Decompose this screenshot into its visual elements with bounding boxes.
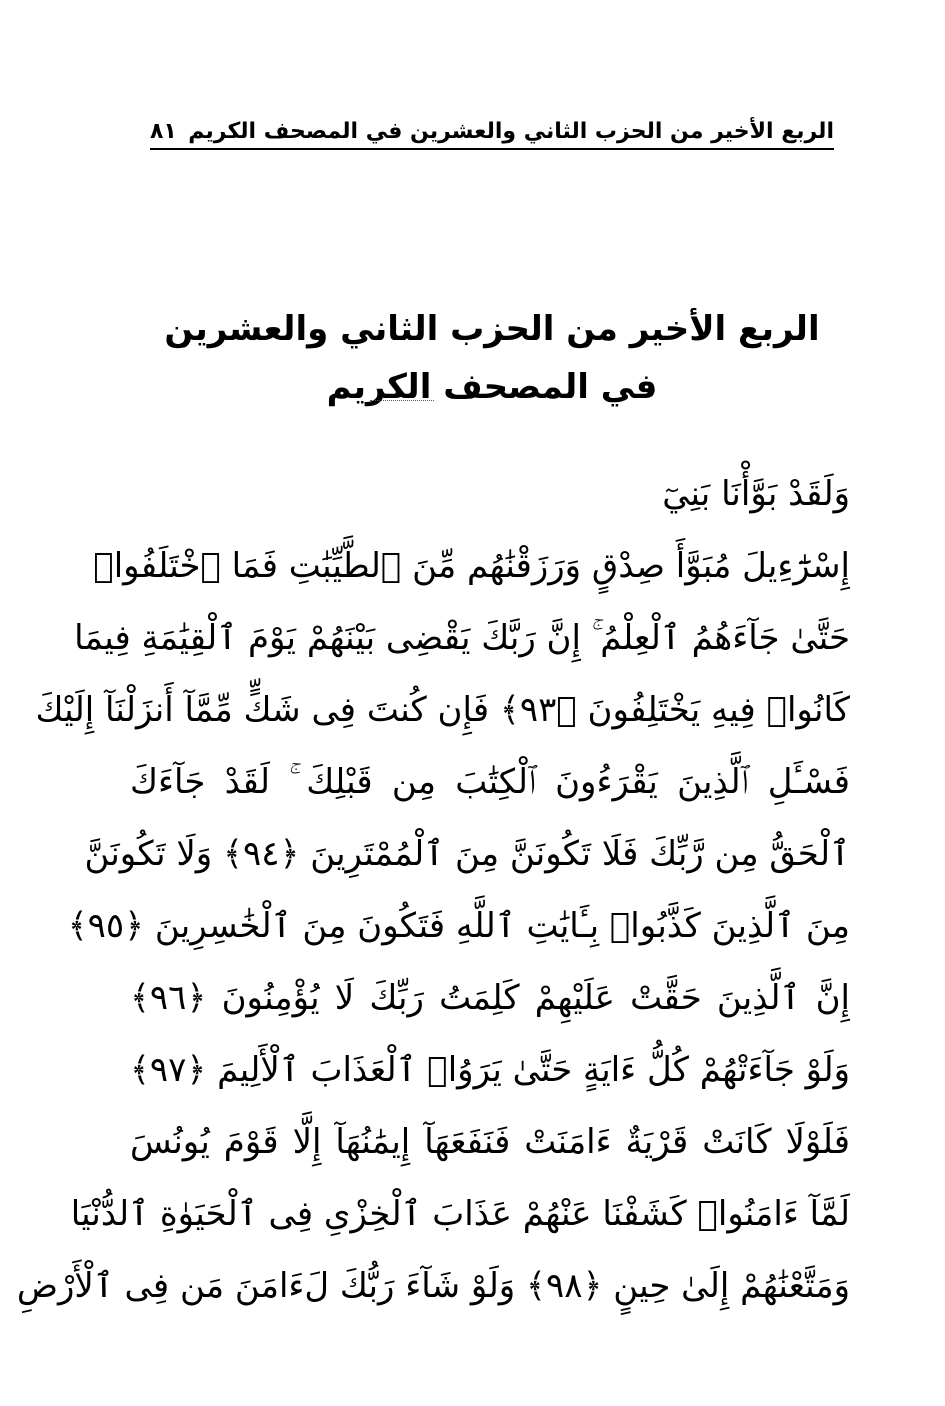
title-underline xyxy=(370,400,434,401)
section-title-line-2: في المصحف الكريم xyxy=(326,367,658,407)
verse-line: وَلَقَدْ بَوَّأْنَا بَنِيٓ xyxy=(662,474,850,514)
running-header xyxy=(150,108,834,150)
verse-line: ٱلْحَقُّ مِن رَّبِّكَ فَلَا تَكُونَنَّ مِنَ ٱلْمُمْتَرِينَ ﴿٩٤﴾ وَلَا تَكُونَنَّ xyxy=(84,834,850,874)
verse-block xyxy=(16,458,850,1322)
section-title-line-1: الربع الأخير من الحزب الثاني والعشرين xyxy=(164,309,820,349)
verse-line: كَانُوا۟ فِيهِ يَخْتَلِفُونَ ﴿٩٣﴾ فَإِن كُنتَ فِى شَكٍّ مِّمَّآ أَنزَلْنَآ إِلَيْكَ xyxy=(35,690,850,730)
verse-line: لَمَّآ ءَامَنُوا۟ كَشَفْنَا عَنْهُمْ عَذَابَ ٱلْخِزْىِ فِى ٱلْحَيَوٰةِ ٱلدُّنْيَا xyxy=(70,1194,850,1234)
running-header-title: الربع الأخير من الحزب الثاني والعشرين في المصحف الكريم xyxy=(188,119,834,144)
verse-line: فَلَوْلَا كَانَتْ قَرْيَةٌ ءَامَنَتْ فَنَفَعَهَآ إِيمَٰنُهَآ إِلَّا قَوْمَ يُونُسَ xyxy=(130,1122,850,1162)
verse-line: حَتَّىٰ جَآءَهُمُ ٱلْعِلْمُ ۚ إِنَّ رَبَّكَ يَقْضِى بَيْنَهُمْ يَوْمَ ٱلْقِيَٰمَةِ فِيمَا xyxy=(74,618,850,658)
verse-line: فَسْـَٔلِ ٱلَّذِينَ يَقْرَءُونَ ٱلْكِتَٰبَ مِن قَبْلِكَ ۚ لَقَدْ جَآءَكَ xyxy=(130,762,850,802)
verse-line: وَلَوْ جَآءَتْهُمْ كُلُّ ءَايَةٍ حَتَّىٰ يَرَوُا۟ ٱلْعَذَابَ ٱلْأَلِيمَ ﴿٩٧﴾ xyxy=(129,1050,850,1090)
verse-line: إِنَّ ٱلَّذِينَ حَقَّتْ عَلَيْهِمْ كَلِمَتُ رَبِّكَ لَا يُؤْمِنُونَ ﴿٩٦﴾ xyxy=(130,978,850,1018)
verse-line: إِسْرَٰٓءِيلَ مُبَوَّأَ صِدْقٍ وَرَزَقْنَٰهُم مِّنَ ٱلطَّيِّبَٰتِ فَمَا ٱخْتَلَفُوا۟ xyxy=(93,546,850,586)
section-title xyxy=(150,300,834,416)
page-number: ٨١ xyxy=(150,119,177,144)
verse-line: مِنَ ٱلَّذِينَ كَذَّبُوا۟ بِـَٔايَٰتِ ٱللَّهِ فَتَكُونَ مِنَ ٱلْخَٰسِرِينَ ﴿٩٥﴾ xyxy=(67,906,850,946)
verse-line: وَمَتَّعْنَٰهُمْ إِلَىٰ حِينٍ ﴿٩٨﴾ وَلَوْ شَآءَ رَبُّكَ لَءَامَنَ مَن فِى ٱلْأَرْضِ xyxy=(16,1266,850,1306)
